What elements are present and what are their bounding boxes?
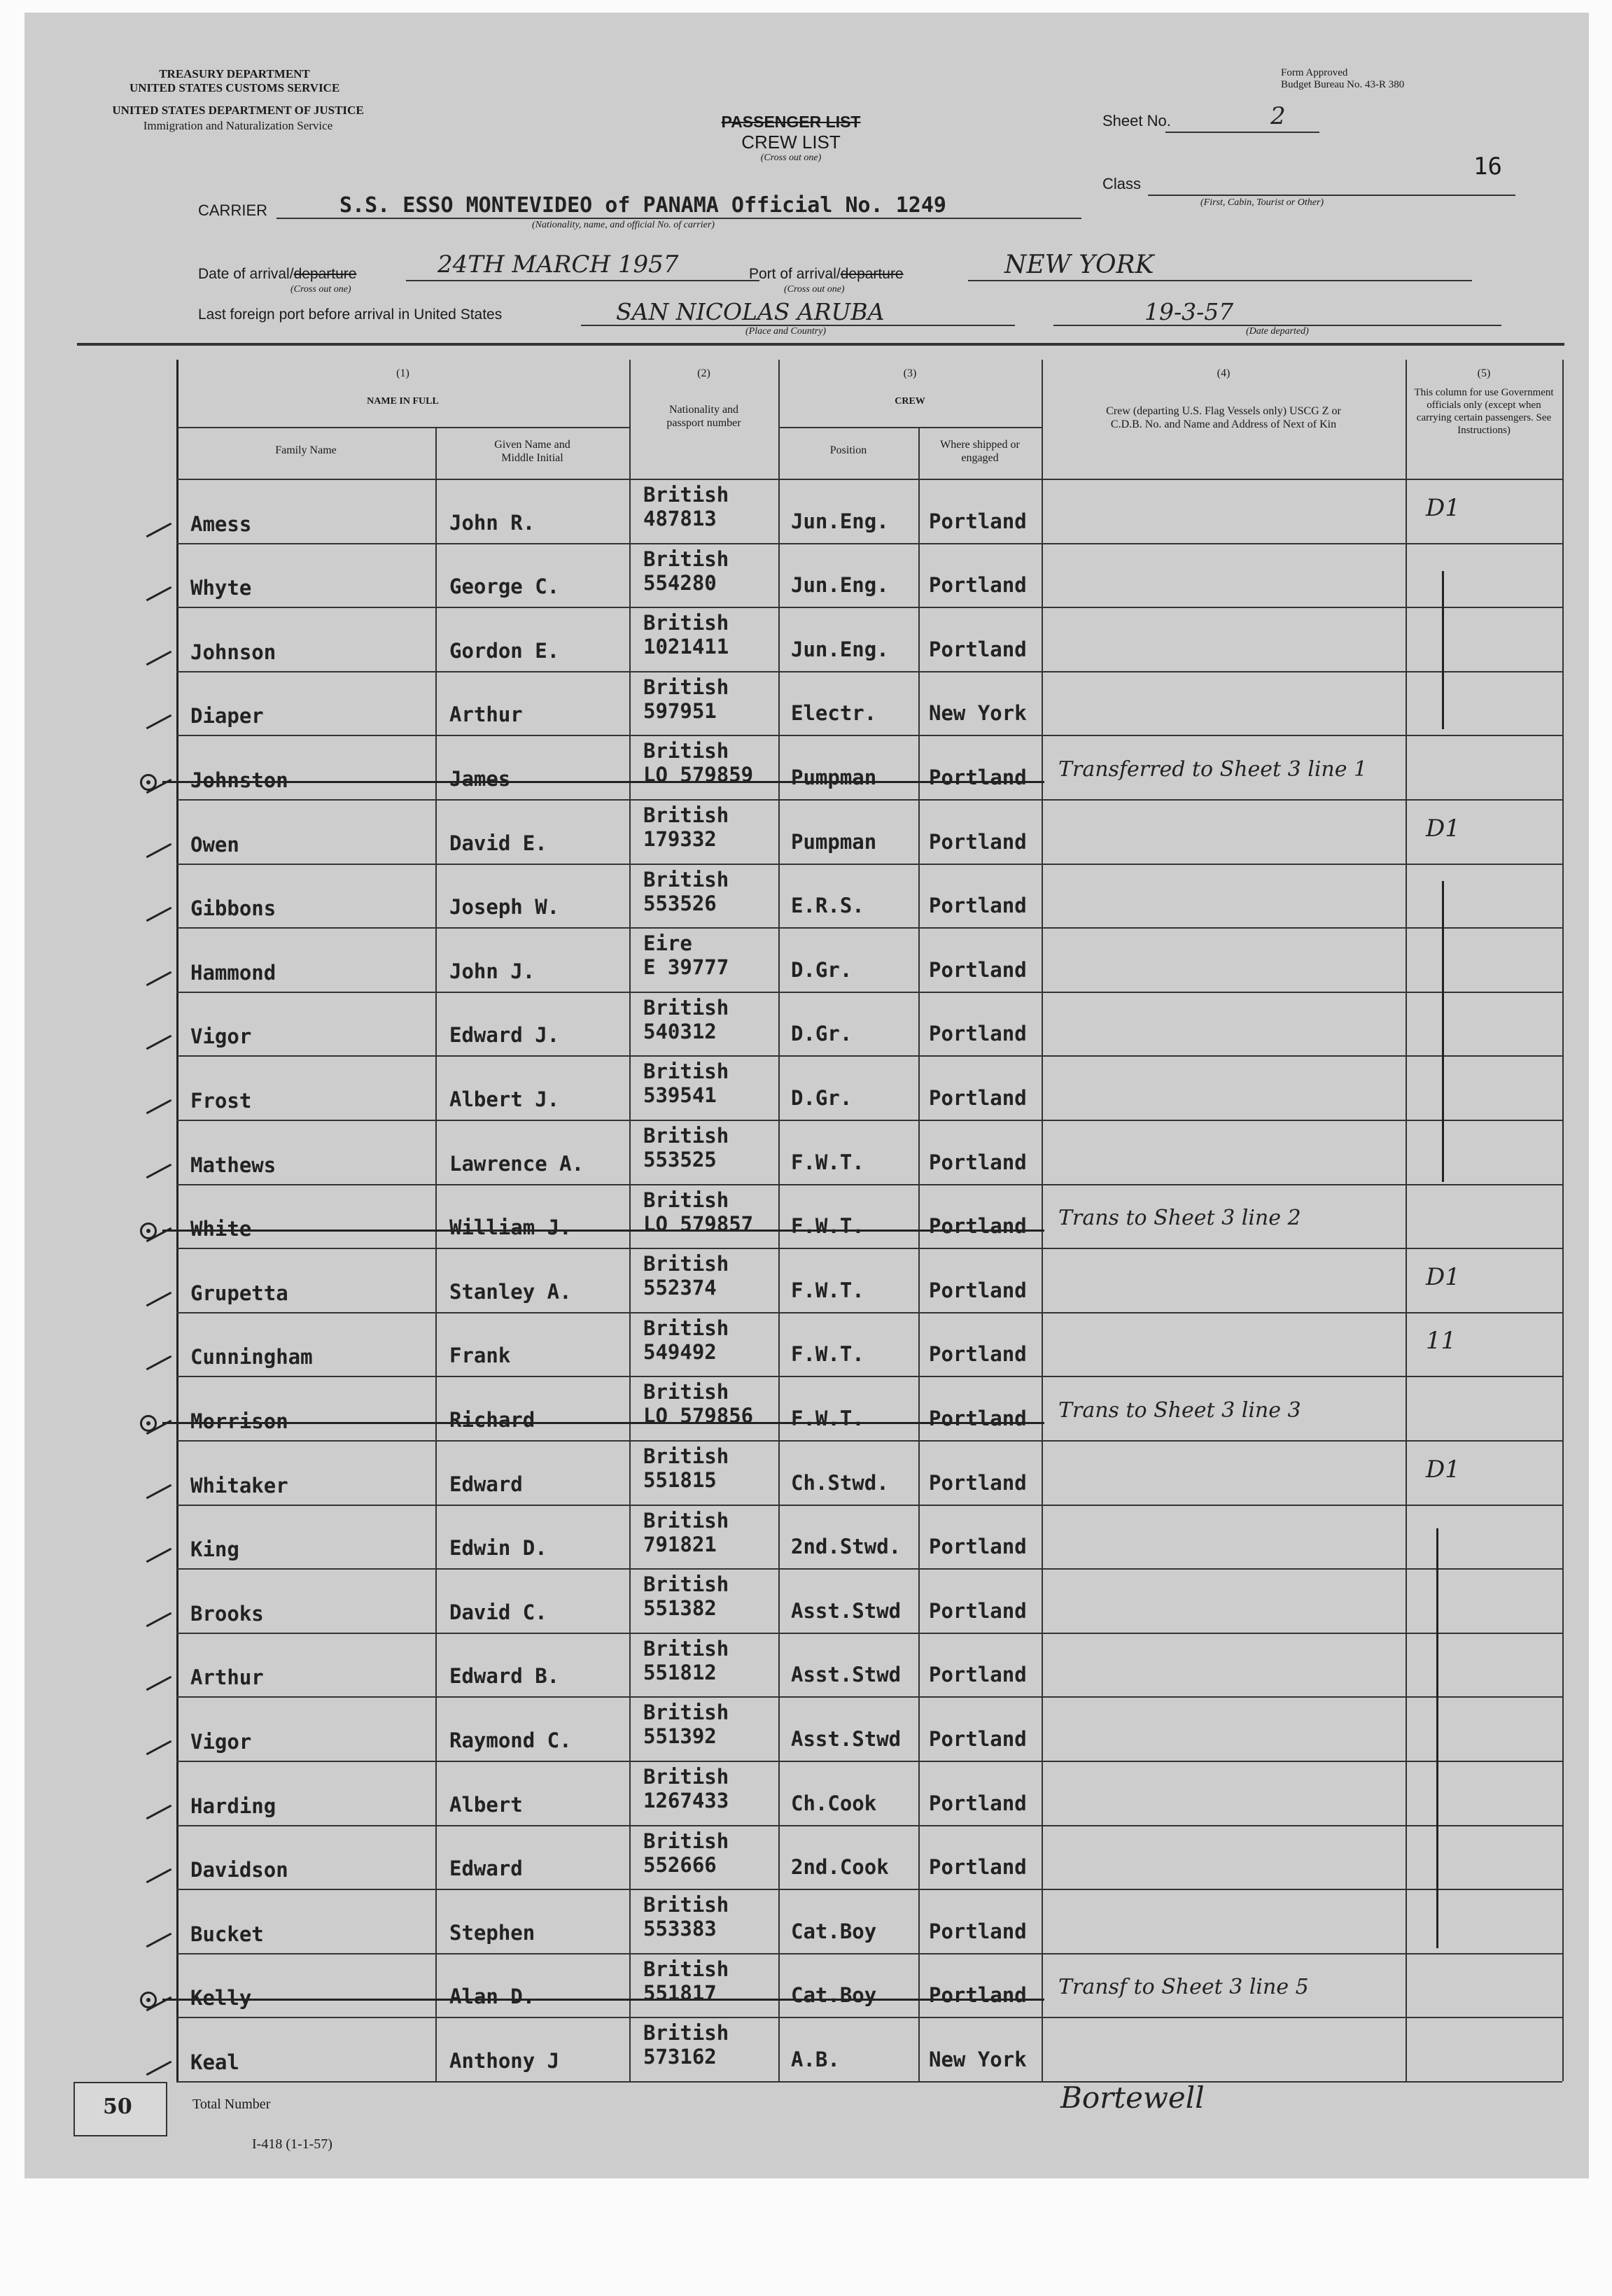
family-name-cell: Gibbons — [190, 896, 276, 921]
passport-number-cell: 1267433 — [643, 1789, 729, 1812]
table-row — [176, 1312, 1562, 1378]
official-mark: D1 — [1426, 493, 1460, 522]
where-shipped-cell: Portland — [929, 573, 1027, 598]
where-shipped-cell: Portland — [929, 637, 1027, 661]
official-mark: D1 — [1426, 814, 1460, 843]
position-cell: E.R.S. — [791, 894, 864, 918]
position-cell: Jun.Eng. — [791, 509, 889, 533]
position-cell: A.B. — [791, 2047, 840, 2071]
where-shipped-cell: Portland — [929, 1791, 1027, 1815]
passport-number-cell: 551815 — [643, 1468, 717, 1492]
last-port-label: Last foreign port before arrival in United States — [198, 307, 503, 323]
position-cell: F.W.T. — [791, 1278, 864, 1302]
given-name-cell: William J. — [449, 1216, 572, 1240]
nationality-cell: British — [643, 1188, 729, 1212]
carrier-hint: (Nationality, name, and official No. of carrier) — [532, 220, 715, 230]
next-of-kin-note: Transferred to Sheet 3 line 1 — [1058, 756, 1368, 782]
position-cell: Jun.Eng. — [791, 637, 889, 661]
circled-dot-icon — [140, 1223, 157, 1239]
signature: Bortewell — [1060, 2080, 1205, 2115]
passport-number-cell: 551392 — [643, 1724, 717, 1749]
given-name-cell: Albert — [449, 1792, 523, 1817]
passport-number-cell: 551812 — [643, 1660, 717, 1684]
where-shipped-cell: Portland — [929, 1598, 1027, 1623]
position-cell: D.Gr. — [791, 957, 853, 982]
given-name-cell: David C. — [449, 1600, 547, 1624]
passport-number-cell: 539541 — [643, 1083, 717, 1108]
given-name-cell: John R. — [449, 510, 535, 535]
nationality-cell: British — [643, 1700, 729, 1725]
check-mark-icon — [146, 971, 172, 986]
official-mark: D1 — [1426, 1455, 1460, 1484]
given-name-cell: Raymond C. — [449, 1728, 572, 1752]
passport-number-cell: E 39777 — [643, 955, 729, 980]
where-shipped-cell: Portland — [929, 1983, 1027, 2008]
total-value: 50 — [103, 2094, 132, 2119]
family-name-cell: Brooks — [190, 1601, 264, 1626]
crew-list-form — [24, 13, 1589, 2178]
strike-through-line — [162, 1230, 1044, 1232]
nationality-cell: British — [643, 1829, 729, 1853]
nationality-cell: Eire — [643, 931, 692, 956]
family-name-cell: Johnston — [190, 768, 288, 792]
where-shipped-cell: Portland — [929, 1855, 1027, 1880]
class-hint: (First, Cabin, Tourist or Other) — [1200, 197, 1324, 208]
nationality-cell: British — [643, 1765, 729, 1789]
position-cell: Electr. — [791, 701, 877, 726]
col1-number: (1) — [396, 367, 409, 379]
given-name-cell: Arthur — [449, 703, 523, 727]
date-label-departure: departure — [293, 266, 357, 282]
header-rule — [77, 343, 1564, 346]
date-label-arrival: Date of arrival/ — [198, 266, 294, 282]
total-label: Total Number — [192, 2097, 271, 2112]
position-cell: 2nd.Stwd. — [791, 1535, 902, 1559]
position-cell: Jun.Eng. — [791, 573, 889, 598]
given-name-cell: Lawrence A. — [449, 1151, 584, 1176]
passport-number-cell: LO 579857 — [643, 1211, 754, 1236]
position-cell: F.W.T. — [791, 1406, 864, 1430]
check-mark-icon — [146, 522, 172, 537]
family-name-cell: White — [190, 1217, 252, 1241]
given-name-cell: Stanley A. — [449, 1279, 572, 1304]
nationality-cell: British — [643, 1252, 729, 1276]
table-row — [176, 992, 1562, 1057]
given-name-cell: Joseph W. — [449, 895, 560, 920]
strike-through-line — [162, 1999, 1044, 2001]
where-shipped-cell: Portland — [929, 1535, 1027, 1559]
form-number: I-418 (1-1-57) — [252, 2136, 332, 2152]
nationality-cell: British — [643, 995, 729, 1020]
port-label-departure: departure — [840, 266, 904, 282]
col4-title: Crew (departing U.S. Flag Vessels only) USCG Z or C.D.B. No. and Name and Address of Next of Kin — [1106, 405, 1341, 430]
date-underline — [406, 280, 759, 281]
class-underline — [1148, 195, 1515, 196]
given-name-cell: Edward J. — [449, 1023, 560, 1048]
where-shipped-cell: Portland — [929, 894, 1027, 918]
check-mark-icon — [146, 1099, 172, 1114]
table-row — [176, 1889, 1562, 1955]
given-name-cell: George C. — [449, 575, 560, 599]
table-right-border — [1562, 360, 1564, 2081]
passport-number-cell: 554280 — [643, 570, 717, 595]
departed-value: 19-3-57 — [1144, 298, 1234, 325]
table-row — [176, 1696, 1562, 1762]
where-shipped-cell: Portland — [929, 1278, 1027, 1302]
passport-number-cell: 552374 — [643, 1276, 717, 1300]
table-row — [176, 1953, 1562, 2019]
where-shipped-cell: Portland — [929, 1406, 1027, 1430]
family-name-cell: Whyte — [190, 576, 252, 600]
passport-number-cell: 1021411 — [643, 635, 729, 659]
position-cell: Asst.Stwd — [791, 1663, 902, 1687]
next-of-kin-note: Trans to Sheet 3 line 3 — [1058, 1397, 1301, 1423]
position-cell: Cat.Boy — [791, 1919, 877, 1943]
departed-hint: (Date departed) — [1246, 326, 1309, 337]
crew-list-title: CREW LIST — [741, 132, 841, 153]
table-row — [176, 1120, 1562, 1185]
position-cell: F.W.T. — [791, 1342, 864, 1367]
cross-out-hint-1: (Cross out one) — [760, 153, 822, 163]
given-name-cell: James — [449, 766, 511, 791]
nationality-cell: British — [643, 1059, 729, 1084]
family-name-cell: King — [190, 1537, 239, 1562]
passport-number-cell: LO 579859 — [643, 763, 754, 787]
bracket-line-2 — [1442, 881, 1444, 1182]
passport-number-cell: 553525 — [643, 1148, 717, 1171]
position-cell: Ch.Cook — [791, 1791, 877, 1815]
check-mark-icon — [146, 1292, 172, 1307]
nationality-cell: British — [643, 2021, 729, 2045]
family-name-cell: Whitaker — [190, 1473, 288, 1498]
circled-dot-icon — [140, 774, 157, 791]
col-given-header: Given Name and Middle Initial — [494, 439, 570, 464]
where-shipped-cell: Portland — [929, 1342, 1027, 1367]
nationality-cell: British — [643, 1893, 729, 1917]
where-shipped-cell: Portland — [929, 765, 1027, 789]
passport-number-cell: 179332 — [643, 827, 717, 851]
position-cell: F.W.T. — [791, 1150, 864, 1174]
page-number: 16 — [1473, 153, 1502, 181]
where-shipped-cell: Portland — [929, 1214, 1027, 1239]
where-shipped-cell: Portland — [929, 1663, 1027, 1687]
family-name-cell: Bucket — [190, 1922, 264, 1946]
col2-number: (2) — [697, 367, 710, 379]
given-name-cell: Edward — [449, 1472, 523, 1496]
passenger-list-struck: PASSENGER LIST — [721, 113, 861, 131]
nationality-cell: British — [643, 1508, 729, 1533]
passport-number-cell: 487813 — [643, 507, 717, 530]
family-name-cell: Davidson — [190, 1858, 288, 1882]
bracket-line-3 — [1436, 1528, 1438, 1948]
passport-number-cell: 553383 — [643, 1917, 717, 1941]
family-name-cell: Morrison — [190, 1409, 288, 1433]
passport-number-cell: 597951 — [643, 698, 717, 723]
check-mark-icon — [146, 1804, 172, 1819]
nationality-cell: British — [643, 1444, 729, 1468]
check-mark-icon — [146, 586, 172, 601]
table-row — [176, 607, 1562, 672]
family-name-cell: Diaper — [190, 704, 264, 728]
position-cell: 2nd.Cook — [791, 1855, 889, 1880]
last-port-hint: (Place and Country) — [745, 326, 827, 337]
table-row — [176, 864, 1562, 929]
position-cell: Ch.Stwd. — [791, 1470, 889, 1495]
position-cell: Asst.Stwd — [791, 1598, 902, 1623]
passport-number-cell: 551382 — [643, 1596, 717, 1621]
family-name-cell: Mathews — [190, 1153, 276, 1177]
col3-number: (3) — [903, 367, 917, 379]
passport-number-cell: 549492 — [643, 1339, 717, 1364]
where-shipped-cell: Portland — [929, 957, 1027, 982]
date-label — [198, 266, 356, 283]
form-approved: Form Approved — [1281, 67, 1348, 78]
table-row — [176, 543, 1562, 609]
agency-treasury: TREASURY DEPARTMENT — [159, 67, 310, 80]
position-cell: D.Gr. — [791, 1022, 853, 1046]
table-row — [176, 1055, 1562, 1121]
nationality-cell: British — [643, 1380, 729, 1404]
given-name-cell: Alan D. — [449, 1985, 535, 2009]
family-name-cell: Grupetta — [190, 1281, 288, 1305]
date-value: 24TH MARCH 1957 — [437, 251, 679, 279]
passport-number-cell: 553526 — [643, 891, 717, 915]
table-row — [176, 1505, 1562, 1570]
budget-bureau: Budget Bureau No. 43-R 380 — [1281, 79, 1405, 90]
check-mark-icon — [146, 1035, 172, 1050]
table-row — [176, 479, 1562, 544]
nationality-cell: British — [643, 483, 729, 507]
table-row — [176, 1376, 1562, 1442]
table-row — [176, 1440, 1562, 1506]
nationality-cell: British — [643, 547, 729, 571]
sheet-number: 2 — [1270, 102, 1286, 130]
col5-title: This column for use Government officials only (except when carrying certain passengers. See Instructions) — [1414, 387, 1554, 436]
subheader-line-3 — [778, 427, 1042, 428]
check-mark-icon — [146, 1163, 172, 1178]
family-name-cell: Cunningham — [190, 1345, 313, 1369]
passport-number-cell: 552666 — [643, 1852, 717, 1877]
next-of-kin-note: Trans to Sheet 3 line 2 — [1058, 1206, 1301, 1231]
port-value: NEW YORK — [1004, 251, 1154, 279]
table-row — [176, 2017, 1562, 2083]
cross-out-hint-3: (Cross out one) — [784, 284, 845, 295]
sheet-label: Sheet No. — [1102, 112, 1171, 129]
family-name-cell: Johnson — [190, 640, 276, 664]
table-row — [176, 1568, 1562, 1634]
given-name-cell: Edward B. — [449, 1664, 560, 1689]
where-shipped-cell: Portland — [929, 1022, 1027, 1046]
circled-dot-icon — [140, 1415, 157, 1432]
table-row — [176, 1248, 1562, 1313]
nationality-cell: British — [643, 611, 729, 635]
passport-number-cell: 551817 — [643, 1980, 717, 2005]
where-shipped-cell: Portland — [929, 1919, 1027, 1943]
family-name-cell: Vigor — [190, 1729, 252, 1754]
position-cell: Asst.Stwd — [791, 1726, 902, 1751]
port-underline — [968, 280, 1472, 281]
agency-customs: UNITED STATES CUSTOMS SERVICE — [129, 81, 340, 94]
table-row — [176, 1633, 1562, 1698]
next-of-kin-note: Transf to Sheet 3 line 5 — [1058, 1975, 1309, 2000]
carrier-underline — [276, 218, 1081, 219]
carrier-value: S.S. ESSO MONTEVIDEO of PANAMA Official No. 1249 — [339, 193, 946, 218]
official-mark: D1 — [1426, 1262, 1460, 1291]
where-shipped-cell: New York — [929, 701, 1027, 726]
check-mark-icon — [146, 1355, 172, 1370]
position-cell: F.W.T. — [791, 1214, 864, 1239]
given-name-cell: Gordon E. — [449, 638, 560, 663]
table-row — [176, 799, 1562, 865]
table-row — [176, 1825, 1562, 1891]
position-cell: Pumpman — [791, 829, 877, 854]
position-cell: Pumpman — [791, 765, 877, 789]
family-name-cell: Frost — [190, 1088, 252, 1113]
where-shipped-cell: Portland — [929, 1470, 1027, 1495]
nationality-cell: British — [643, 1572, 729, 1597]
col-where-header: Where shipped or engaged — [940, 439, 1020, 464]
col-family-header: Family Name — [275, 444, 337, 456]
given-name-cell: John J. — [449, 959, 535, 983]
check-mark-icon — [146, 1868, 172, 1883]
table-row — [176, 1761, 1562, 1826]
nationality-cell: British — [643, 1316, 729, 1340]
where-shipped-cell: Portland — [929, 1150, 1027, 1174]
check-mark-icon — [146, 1548, 172, 1563]
check-mark-icon — [146, 907, 172, 922]
check-mark-icon — [146, 1484, 172, 1498]
where-shipped-cell: Portland — [929, 1726, 1027, 1751]
where-shipped-cell: Portland — [929, 1085, 1027, 1110]
table-row — [176, 1184, 1562, 1250]
check-mark-icon — [146, 651, 172, 665]
nationality-cell: British — [643, 1636, 729, 1661]
agency-justice: UNITED STATES DEPARTMENT OF JUSTICE — [112, 104, 364, 117]
nationality-cell: British — [643, 675, 729, 699]
given-name-cell: Stephen — [449, 1920, 535, 1945]
family-name-cell: Amess — [190, 512, 252, 536]
table-row — [176, 927, 1562, 993]
nationality-cell: British — [643, 739, 729, 763]
nationality-cell: British — [643, 867, 729, 892]
sheet-underline — [1165, 132, 1319, 133]
check-mark-icon — [146, 2061, 172, 2076]
where-shipped-cell: Portland — [929, 829, 1027, 854]
passport-number-cell: LO 579856 — [643, 1404, 754, 1428]
col1-title: NAME IN FULL — [367, 396, 439, 407]
passport-number-cell: 791821 — [643, 1532, 717, 1556]
check-mark-icon — [146, 714, 172, 729]
col5-number: (5) — [1477, 367, 1491, 379]
passport-number-cell: 540312 — [643, 1019, 717, 1043]
col3-title: CREW — [895, 396, 925, 407]
check-mark-icon — [146, 1612, 172, 1627]
nationality-cell: British — [643, 1957, 729, 1981]
nationality-cell: British — [643, 803, 729, 827]
family-name-cell: Keal — [190, 2050, 239, 2074]
crew-table — [176, 360, 1562, 2081]
nationality-cell: British — [643, 1124, 729, 1148]
col4-number: (4) — [1217, 367, 1231, 379]
where-shipped-cell: New York — [929, 2047, 1027, 2071]
official-mark: 11 — [1426, 1327, 1457, 1355]
where-shipped-cell: Portland — [929, 509, 1027, 533]
strike-through-line — [162, 1422, 1044, 1424]
check-mark-icon — [146, 843, 172, 857]
family-name-cell: Hammond — [190, 960, 276, 985]
col2-title: Nationality and passport number — [666, 404, 741, 429]
family-name-cell: Owen — [190, 832, 239, 857]
family-name-cell: Arthur — [190, 1665, 264, 1690]
given-name-cell: Edwin D. — [449, 1536, 547, 1561]
agency-ins: Immigration and Naturalization Service — [143, 119, 333, 132]
check-mark-icon — [146, 1933, 172, 1948]
given-name-cell: Edward — [449, 1857, 523, 1881]
table-row — [176, 671, 1562, 737]
cross-out-hint-2: (Cross out one) — [290, 284, 351, 295]
bracket-line-1 — [1442, 571, 1444, 729]
passport-number-cell: 573162 — [643, 2045, 717, 2069]
subheader-line-1 — [176, 427, 629, 428]
last-port-value: SAN NICOLAS ARUBA — [616, 298, 885, 325]
carrier-label: CARRIER — [198, 202, 268, 219]
port-label-arrival: Port of arrival/ — [749, 266, 841, 282]
table-row — [176, 735, 1562, 801]
position-cell: Cat.Boy — [791, 1983, 877, 2008]
strike-through-line — [162, 781, 1044, 783]
given-name-cell: David E. — [449, 831, 547, 855]
port-label — [749, 266, 904, 283]
given-name-cell: Richard — [449, 1407, 535, 1432]
family-name-cell: Kelly — [190, 1986, 252, 2010]
given-name-cell: Frank — [449, 1344, 511, 1368]
class-label: Class — [1102, 175, 1142, 192]
given-name-cell: Anthony J — [449, 2048, 560, 2073]
position-cell: D.Gr. — [791, 1085, 853, 1110]
given-name-cell: Albert J. — [449, 1087, 560, 1111]
family-name-cell: Harding — [190, 1794, 276, 1818]
col-position-header: Position — [829, 444, 867, 456]
family-name-cell: Vigor — [190, 1024, 252, 1049]
check-mark-icon — [146, 1676, 172, 1691]
check-mark-icon — [146, 1740, 172, 1755]
